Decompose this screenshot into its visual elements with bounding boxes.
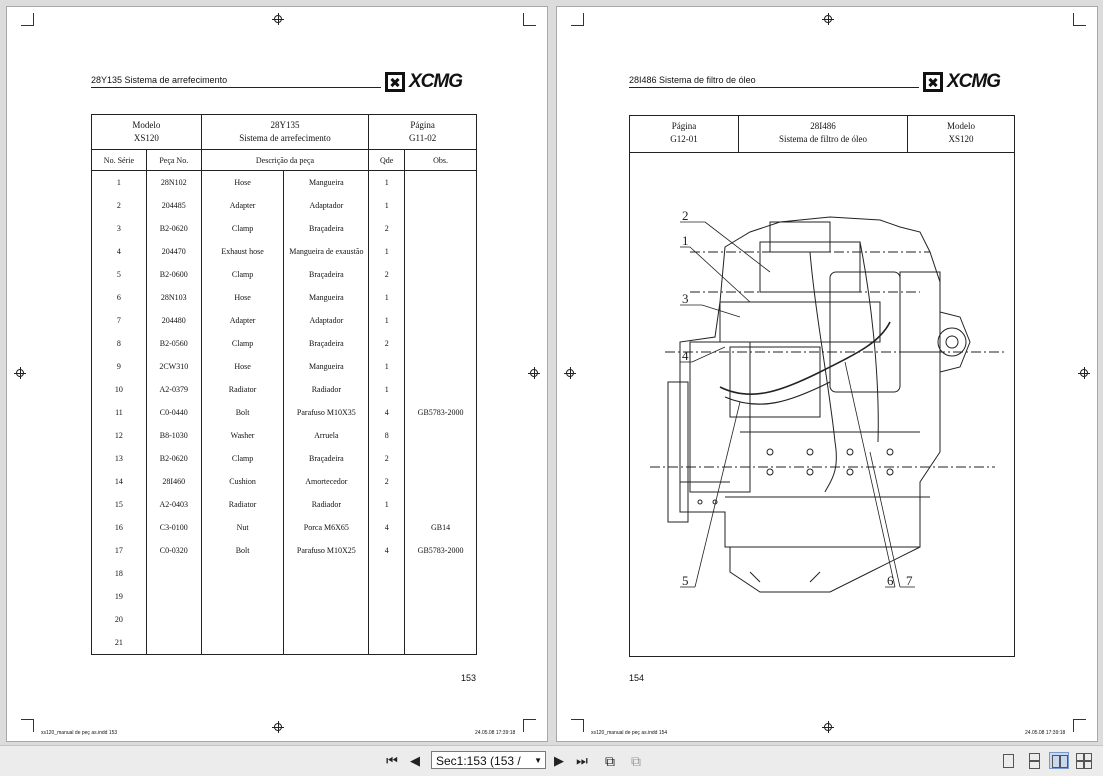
table-row: [92, 194, 477, 217]
section-title: 28I486 Sistema de filtro de óleo: [629, 75, 756, 85]
col-header-description: Descrição da peça: [201, 150, 369, 171]
description-en-cell: [201, 562, 284, 585]
callout-label: 2: [682, 208, 689, 223]
part-no-cell: B2-0620: [146, 217, 201, 240]
obs-cell: [405, 424, 477, 447]
part-no-cell: B2-0600: [146, 263, 201, 286]
part-no-cell: B8-1030: [146, 424, 201, 447]
part-no-cell: 2CW310: [146, 355, 201, 378]
obs-cell: [405, 585, 477, 608]
table-row: [92, 585, 477, 608]
brand-name: XCMG: [409, 71, 462, 92]
serial-cell: 6: [92, 286, 147, 309]
description-en-cell: Bolt: [201, 401, 284, 424]
table-row: [92, 470, 477, 493]
serial-cell: 18: [92, 562, 147, 585]
qty-cell: 4: [369, 516, 405, 539]
document-page-left: [6, 6, 548, 742]
description-en-cell: Nut: [201, 516, 284, 539]
table-row: [92, 263, 477, 286]
table-row: [92, 516, 477, 539]
table-row: [92, 171, 477, 195]
qty-cell: 2: [369, 263, 405, 286]
crop-mark: [21, 719, 34, 732]
page-ref-cell: Página G12-01: [670, 121, 698, 144]
table-row: [92, 240, 477, 263]
table-row: [92, 447, 477, 470]
assembly-cell: 28I486 Sistema de filtro de óleo: [779, 121, 867, 144]
description-pt-cell: Porca M6X65: [284, 516, 369, 539]
description-en-cell: Bolt: [201, 539, 284, 562]
obs-cell: [405, 447, 477, 470]
obs-cell: GB5783-2000: [405, 401, 477, 424]
description-en-cell: [201, 585, 284, 608]
table-row: [92, 608, 477, 631]
table-row: [92, 378, 477, 401]
description-en-cell: Hose: [201, 286, 284, 309]
obs-cell: [405, 562, 477, 585]
callout-label: 5: [682, 573, 689, 588]
diagram-header: [630, 116, 1014, 153]
qty-cell: 1: [369, 240, 405, 263]
description-en-cell: Radiator: [201, 493, 284, 516]
qty-cell: [369, 631, 405, 655]
page-number: 154: [629, 673, 645, 683]
serial-cell: 5: [92, 263, 147, 286]
single-page-view-icon[interactable]: [998, 752, 1018, 769]
description-pt-cell: Braçadeira: [284, 217, 369, 240]
registration-mark: [274, 15, 282, 23]
obs-cell: [405, 332, 477, 355]
qty-cell: 2: [369, 447, 405, 470]
callout-label: 7: [906, 573, 913, 588]
serial-cell: 16: [92, 516, 147, 539]
registration-mark: [16, 369, 24, 377]
print-footer-date: 24.05.08 17:39:18: [1025, 730, 1066, 736]
diagram-frame: [629, 115, 1015, 657]
xcmg-logo-mark-icon: [923, 72, 943, 92]
qty-cell: 2: [369, 332, 405, 355]
xcmg-logo: [923, 71, 1015, 93]
obs-cell: [405, 217, 477, 240]
serial-cell: 11: [92, 401, 147, 424]
last-page-icon[interactable]: ⏭: [576, 753, 588, 768]
crop-mark: [523, 719, 536, 732]
table-row: [92, 424, 477, 447]
part-no-cell: A2-0379: [146, 378, 201, 401]
table-row: [92, 355, 477, 378]
description-en-cell: Adapter: [201, 309, 284, 332]
description-en-cell: Washer: [201, 424, 284, 447]
table-row: [92, 493, 477, 516]
print-footer-file: xs120_manual de peç as.indd 153: [41, 730, 118, 736]
col-header-serial: No. Série: [92, 150, 147, 171]
qty-cell: [369, 608, 405, 631]
description-en-cell: Clamp: [201, 263, 284, 286]
header-rule: [629, 87, 919, 88]
page-ref-cell: Página G11-02: [369, 115, 477, 150]
part-no-cell: B2-0620: [146, 447, 201, 470]
description-pt-cell: Mangueira: [284, 286, 369, 309]
obs-cell: [405, 240, 477, 263]
description-pt-cell: Mangueira: [284, 355, 369, 378]
print-footer-date: 24.05.08 17:39:18: [475, 730, 516, 736]
description-pt-cell: [284, 562, 369, 585]
description-en-cell: [201, 608, 284, 631]
obs-cell: [405, 171, 477, 195]
part-no-cell: [146, 631, 201, 655]
serial-cell: 20: [92, 608, 147, 631]
model-cell: Modelo XS120: [92, 115, 202, 150]
table-row: [92, 217, 477, 240]
engine-oil-filter-drawing: [630, 152, 1014, 656]
qty-cell: 1: [369, 378, 405, 401]
description-en-cell: Clamp: [201, 447, 284, 470]
obs-cell: [405, 355, 477, 378]
part-no-cell: C0-0440: [146, 401, 201, 424]
description-pt-cell: [284, 585, 369, 608]
section-title: 28Y135 Sistema de arrefecimento: [91, 75, 228, 85]
engine-part: [770, 222, 830, 252]
part-no-cell: [146, 562, 201, 585]
page-number-field[interactable]: Sec1:153 (153 / ▼: [431, 751, 546, 769]
description-pt-cell: Radiador: [284, 493, 369, 516]
two-page-view-icon[interactable]: [1049, 752, 1069, 769]
part-no-cell: [146, 608, 201, 631]
obs-cell: [405, 194, 477, 217]
description-en-cell: Clamp: [201, 332, 284, 355]
description-pt-cell: Mangueira: [284, 171, 369, 195]
part-no-cell: C3-0100: [146, 516, 201, 539]
qty-cell: 2: [369, 217, 405, 240]
callout-label: 4: [682, 348, 689, 363]
callout-label: 6: [887, 573, 894, 588]
engine-part: [720, 302, 880, 342]
qty-cell: [369, 562, 405, 585]
crop-mark: [523, 13, 536, 26]
header-rule: [91, 87, 381, 88]
qty-cell: 4: [369, 539, 405, 562]
qty-cell: 8: [369, 424, 405, 447]
dropdown-caret-icon[interactable]: ▼: [534, 756, 542, 765]
obs-cell: [405, 470, 477, 493]
description-pt-cell: Parafuso M10X35: [284, 401, 369, 424]
col-header-part-no: Peça No.: [146, 150, 201, 171]
xcmg-logo: [385, 71, 477, 93]
continuous-view-icon[interactable]: [1024, 752, 1044, 769]
part-no-cell: 204480: [146, 309, 201, 332]
description-en-cell: Radiator: [201, 378, 284, 401]
qty-cell: [369, 585, 405, 608]
callout-label: 1: [682, 233, 689, 248]
description-pt-cell: Braçadeira: [284, 447, 369, 470]
obs-cell: [405, 309, 477, 332]
part-no-cell: B2-0560: [146, 332, 201, 355]
registration-mark: [274, 723, 282, 731]
description-pt-cell: [284, 608, 369, 631]
description-en-cell: Exhaust hose: [201, 240, 284, 263]
description-pt-cell: Parafuso M10X25: [284, 539, 369, 562]
serial-cell: 8: [92, 332, 147, 355]
callout-label: 3: [682, 291, 689, 306]
description-en-cell: Clamp: [201, 217, 284, 240]
xcmg-logo-mark-icon: [385, 72, 405, 92]
part-no-cell: 28N103: [146, 286, 201, 309]
serial-cell: 3: [92, 217, 147, 240]
crop-mark: [571, 719, 584, 732]
document-page-right: [556, 6, 1098, 742]
table-row: [92, 401, 477, 424]
obs-cell: [405, 378, 477, 401]
go-forward-icon[interactable]: ⧉: [631, 753, 641, 769]
serial-cell: 7: [92, 309, 147, 332]
part-no-cell: A2-0403: [146, 493, 201, 516]
print-footer-file: xs120_manual de peç as.indd 154: [591, 730, 668, 736]
serial-cell: 4: [92, 240, 147, 263]
serial-cell: 13: [92, 447, 147, 470]
qty-cell: 1: [369, 171, 405, 195]
table-row: [92, 539, 477, 562]
col-header-obs: Obs.: [405, 150, 477, 171]
crop-mark: [21, 13, 34, 26]
description-pt-cell: Adaptador: [284, 194, 369, 217]
serial-cell: 19: [92, 585, 147, 608]
serial-cell: 10: [92, 378, 147, 401]
obs-cell: [405, 608, 477, 631]
table-row: [92, 631, 477, 655]
parts-table: [91, 114, 477, 655]
crop-mark: [1073, 13, 1086, 26]
serial-cell: 17: [92, 539, 147, 562]
prev-page-icon[interactable]: ◀: [410, 753, 420, 768]
crop-mark: [1073, 719, 1086, 732]
obs-cell: [405, 263, 477, 286]
go-back-icon[interactable]: ⧉: [605, 753, 615, 769]
navigation-toolbar: [0, 745, 1103, 776]
description-pt-cell: Radiador: [284, 378, 369, 401]
registration-mark: [824, 15, 832, 23]
engine-part: [900, 272, 940, 352]
serial-cell: 1: [92, 171, 147, 195]
obs-cell: [405, 631, 477, 655]
serial-cell: 15: [92, 493, 147, 516]
qty-cell: 1: [369, 194, 405, 217]
two-page-continuous-view-icon[interactable]: [1074, 752, 1094, 769]
qty-cell: 1: [369, 493, 405, 516]
qty-cell: 1: [369, 286, 405, 309]
part-no-cell: 28I460: [146, 470, 201, 493]
first-page-icon[interactable]: ⏮: [386, 753, 398, 768]
page-number: 153: [461, 673, 477, 683]
registration-mark: [1080, 369, 1088, 377]
qty-cell: 4: [369, 401, 405, 424]
description-pt-cell: Adaptador: [284, 309, 369, 332]
engine-part: [668, 382, 688, 522]
table-row: [92, 332, 477, 355]
oil-filter: [830, 272, 900, 392]
part-no-cell: 204485: [146, 194, 201, 217]
description-pt-cell: Mangueira de exaustão: [284, 240, 369, 263]
next-page-icon[interactable]: ▶: [554, 753, 564, 768]
description-en-cell: Hose: [201, 171, 284, 195]
part-no-cell: 204470: [146, 240, 201, 263]
description-en-cell: Cushion: [201, 470, 284, 493]
description-en-cell: Adapter: [201, 194, 284, 217]
serial-cell: 12: [92, 424, 147, 447]
part-no-cell: 28N102: [146, 171, 201, 195]
serial-cell: 2: [92, 194, 147, 217]
description-pt-cell: Braçadeira: [284, 332, 369, 355]
registration-mark: [824, 723, 832, 731]
assembly-cell: 28Y135 Sistema de arrefecimento: [201, 115, 369, 150]
obs-cell: GB5783-2000: [405, 539, 477, 562]
obs-cell: [405, 493, 477, 516]
qty-cell: 1: [369, 309, 405, 332]
qty-cell: 2: [369, 470, 405, 493]
description-pt-cell: Arruela: [284, 424, 369, 447]
engine-part: [760, 242, 860, 292]
serial-cell: 9: [92, 355, 147, 378]
crop-mark: [571, 13, 584, 26]
brand-name: XCMG: [947, 71, 1000, 92]
part-no-cell: C0-0320: [146, 539, 201, 562]
registration-mark: [566, 369, 574, 377]
engine-part: [730, 347, 820, 417]
model-cell: Modelo XS120: [947, 121, 975, 144]
description-en-cell: [201, 631, 284, 655]
table-row: [92, 562, 477, 585]
col-header-qty: Qde: [369, 150, 405, 171]
obs-cell: GB14: [405, 516, 477, 539]
qty-cell: 1: [369, 355, 405, 378]
table-row: [92, 286, 477, 309]
serial-cell: 21: [92, 631, 147, 655]
table-row: [92, 309, 477, 332]
description-pt-cell: Amortecedor: [284, 470, 369, 493]
description-pt-cell: Braçadeira: [284, 263, 369, 286]
serial-cell: 14: [92, 470, 147, 493]
description-pt-cell: [284, 631, 369, 655]
description-en-cell: Hose: [201, 355, 284, 378]
registration-mark: [530, 369, 538, 377]
obs-cell: [405, 286, 477, 309]
part-no-cell: [146, 585, 201, 608]
